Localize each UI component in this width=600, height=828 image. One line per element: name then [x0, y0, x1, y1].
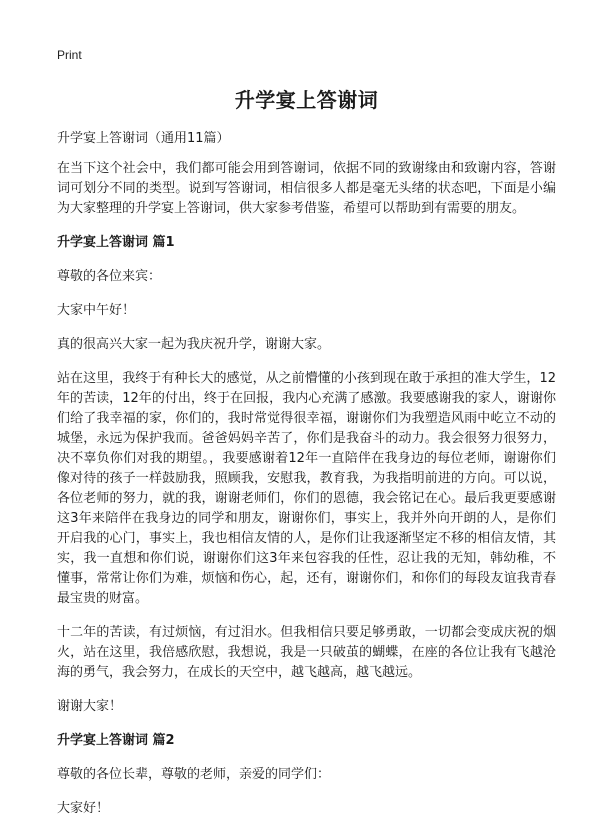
section-1-paragraph: 站在这里，我终于有种长大的感觉，从之前懵懂的小孩到现在敢于承担的准大学生，12年的苦读，12年的付出，终于在回报，我内心充满了感激。我要感谢我的家人，谢谢你们给了我幸福的家，你们的，我时常觉得很幸福，谢谢你们为我塑造风雨中屹立不动的城堡，永远为保护我而。爸爸妈妈辛苦了，你们是我奋斗的动力。我会很努力很努力，决不辜负你们对我的期望。，我要感谢着12年一直陪伴在我身边的每位老师，谢谢你们像对待的孩子一样鼓励我，照顾我，安慰我，教育我，为我指明前进的方向。可以说，各位老师的努力，就的我，谢谢老师们，你们的恩德，我会铭记在心。最后我更要感谢这3年来陪伴在我身边的同学和朋友，谢谢你们，事实上，我并外向开朗的人，是你们开启我的心门，事实上，我也相信友情的人，是你们让我逐渐坚定不移的相信友情，其实，我一直想和你们说，谢谢你们这3年来包容我的任性，忍让我的无知，韩幼稚，不懂事，常常让你们为难，烦恼和伤心，起，还有，谢谢你们，和你们的每段友谊我青春最宝贵的财富。 [57, 371, 556, 606]
print-link[interactable]: Print [57, 48, 82, 62]
document-subtitle: 升学宴上答谢词（通用11篇） [57, 131, 230, 146]
section-1-paragraph: 真的很高兴大家一起为我庆祝升学，谢谢大家。 [57, 337, 331, 352]
section-heading-1: 升学宴上答谢词 篇1 [57, 235, 175, 250]
document-title: 升学宴上答谢词 [234, 88, 379, 112]
section-heading-2: 升学宴上答谢词 篇2 [57, 733, 175, 748]
section-2-salutation: 尊敬的各位长辈，尊敬的老师，亲爱的同学们： [57, 767, 331, 782]
section-1-greeting: 大家中午好！ [57, 303, 136, 318]
section-1-paragraph: 十二年的苦读，有过烦恼，有过泪水。但我相信只要足够勇敢，一切都会变成庆祝的烟火，站在这里，我倍感欣慰，我想说，我是一只破茧的蝴蝶，在座的各位让我有飞越沧海的勇气，我会努力，在成长的天空中，越飞越高，越飞越远。 [57, 625, 556, 680]
section-1-closing: 谢谢大家！ [57, 699, 123, 714]
section-1-salutation: 尊敬的各位来宾： [57, 269, 162, 284]
section-2-greeting: 大家好！ [57, 801, 110, 816]
intro-paragraph: 在当下这个社会中，我们都可能会用到答谢词，依据不同的致谢缘由和致谢内容，答谢词可划分不同的类型。说到写答谢词，相信很多人都是毫无头绪的状态吧，下面是小编为大家整理的升学宴上答谢词，供大家参考借鉴，希望可以帮助到有需要的朋友。 [57, 161, 556, 216]
